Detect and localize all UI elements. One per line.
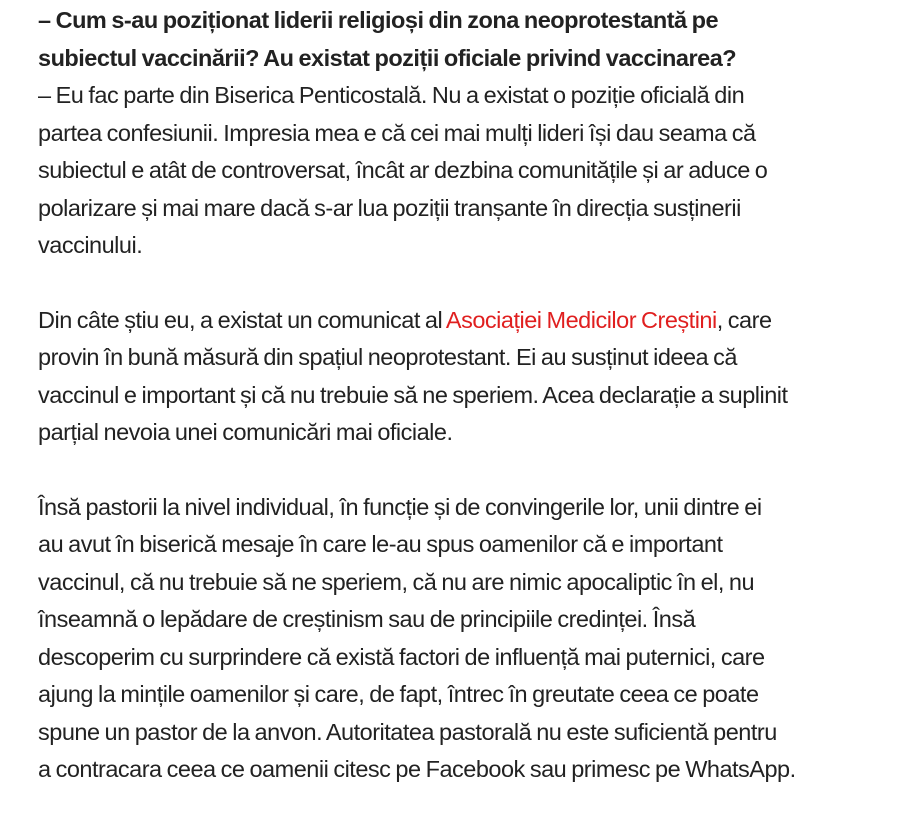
paragraph-line: spune un pastor de la anvon. Autoritatea pastorală nu este suficientă pentru [38,718,777,745]
paragraph-line: descoperim cu surprindere că există factori de influență mai puternici, care [38,643,765,670]
question-line: – Cum s-au poziționat liderii religioși din zona neoprotestantă pe [38,7,719,33]
association-link[interactable]: Asociației Medicilor Creștini [445,306,717,333]
paragraph-line: înseamnă o lepădare de creștinism sau de principiile credinței. Însă [38,606,696,632]
answer-line: – Eu fac parte din Biserica Penticostală. Nu a existat o poziție oficială din [38,82,745,108]
paragraph-medical-association [38,302,898,452]
paragraph-pastors [38,489,898,789]
answer-line: vaccinului. [38,232,143,258]
paragraph-text: , care [716,306,772,333]
answer-line: subiectul e atât de controversat, încât ar dezbina comunitățile și ar aduce o [38,157,768,183]
paragraph-line: parțial nevoia unei comunicări mai oficiale. [38,419,453,445]
paragraph-line: vaccinul, că nu trebuie să ne speriem, că nu are nimic apocaliptic în el, nu [38,568,755,595]
answer-line: polarizare și mai mare dacă s-ar lua poziții tranșante în direcția susținerii [38,194,741,221]
interview-question [38,2,878,77]
interview-answer [38,77,898,265]
paragraph-line: vaccinul e important și că nu trebuie să ne speriem. Acea declarație a suplinit [38,381,788,408]
paragraph-line: Însă pastorii la nivel individual, în funcție și de convingerile lor, unii dintre ei [38,493,762,520]
answer-line: partea confesiunii. Impresia mea e că cei mai mulți lideri își dau seama că [38,119,756,146]
question-line: subiectul vaccinării? Au existat poziții oficiale privind vaccinarea? [38,44,737,71]
paragraph-line [38,302,898,340]
paragraph-line: provin în bună măsură din spațiul neoprotestant. Ei au susținut ideea că [38,344,737,370]
paragraph-line: a contracara ceea ce oamenii citesc pe Facebook sau primesc pe WhatsApp. [38,756,796,782]
paragraph-text: Din câte știu eu, a existat un comunicat al [38,306,446,333]
paragraph-line: ajung la mințile oamenilor și care, de fapt, întrec în greutate ceea ce poate [38,681,759,707]
paragraph-line: au avut în biserică mesaje în care le-au spus oamenilor că e important [38,531,723,557]
